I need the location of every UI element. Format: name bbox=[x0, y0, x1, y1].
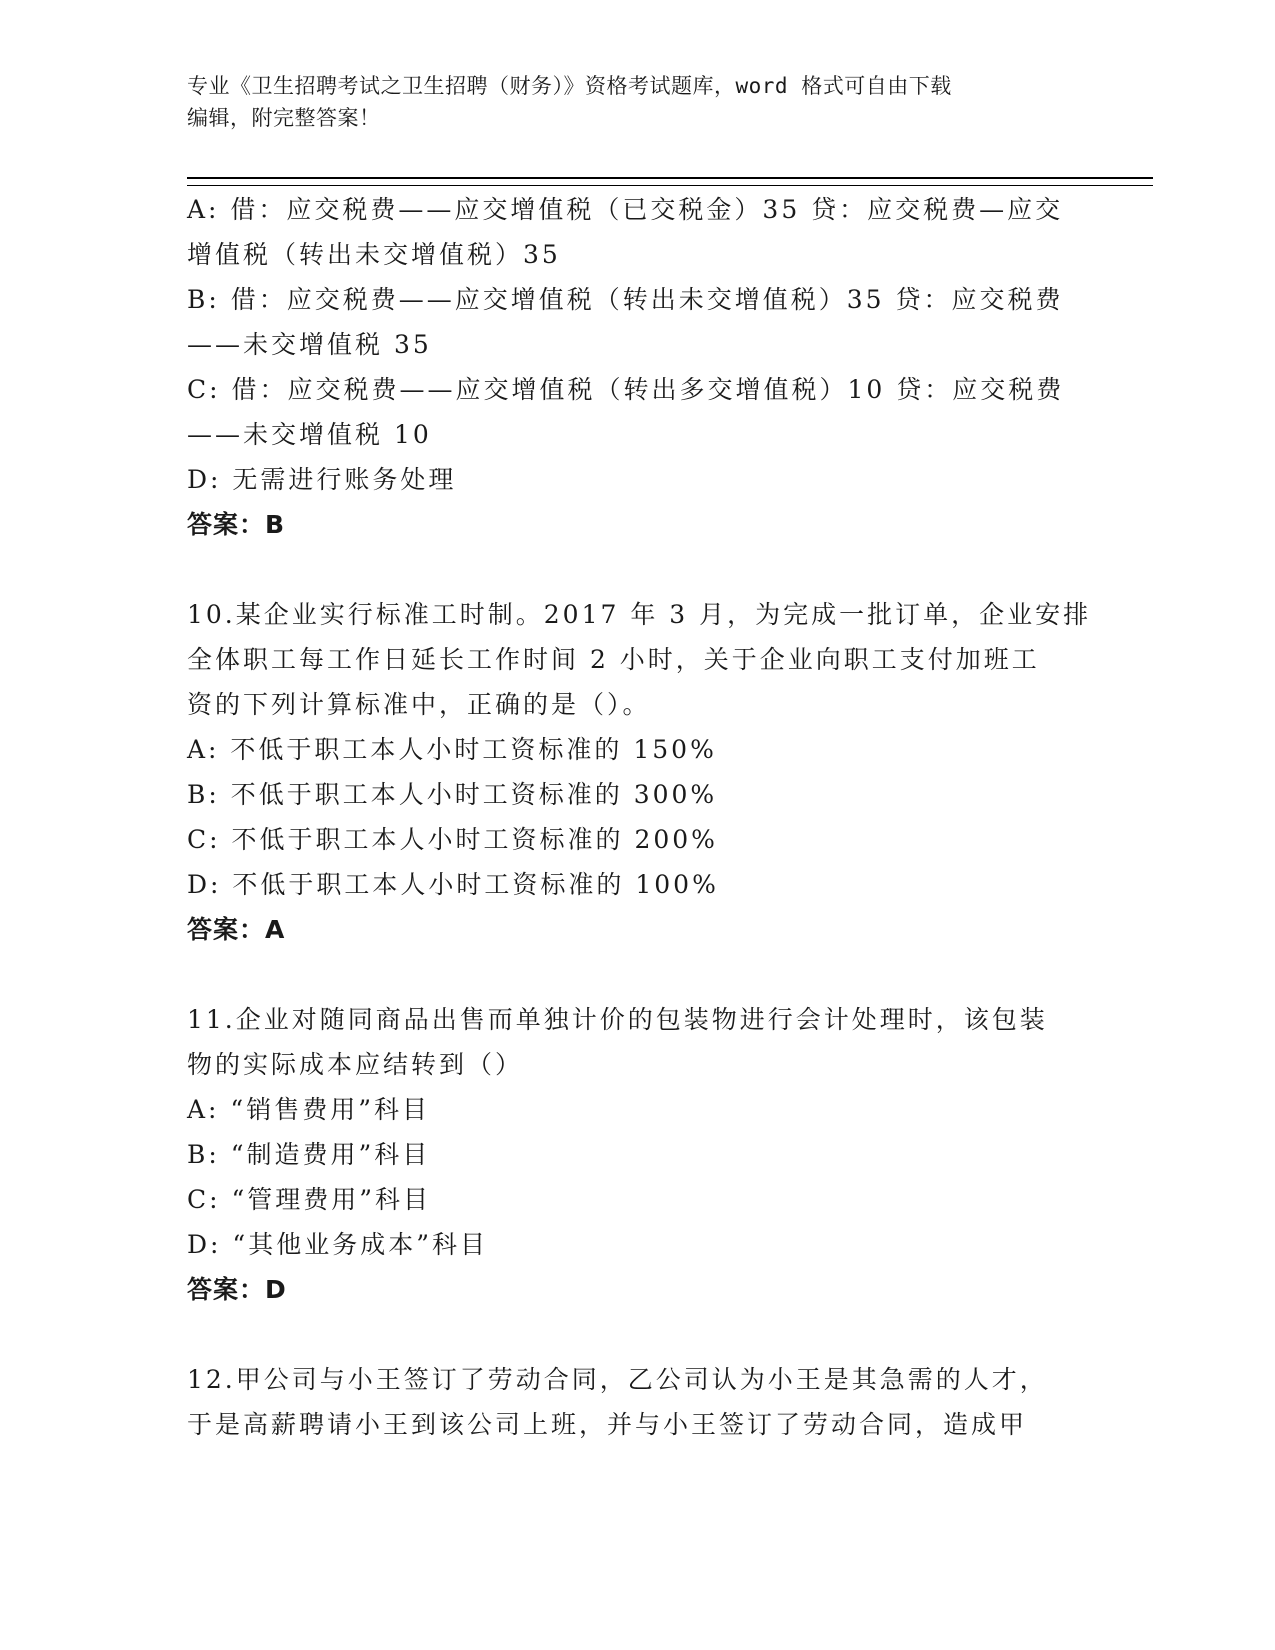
answer: 答案：A bbox=[187, 915, 286, 944]
option-b-line-2: ——未交增值税 35 bbox=[187, 330, 432, 359]
question-stem-line-1: 12.甲公司与小王签订了劳动合同，乙公司认为小王是其急需的人才， bbox=[187, 1365, 1048, 1394]
question-9 bbox=[187, 187, 1087, 547]
spacer bbox=[187, 547, 1087, 592]
header-divider bbox=[187, 177, 1153, 186]
answer: 答案：D bbox=[187, 1275, 287, 1304]
option-d: D: 不低于职工本人小时工资标准的 100% bbox=[187, 870, 719, 899]
option-b: B: 不低于职工本人小时工资标准的 300% bbox=[187, 780, 718, 809]
option-c-line-1: C: 借：应交税费——应交增值税（转出多交增值税）10 贷：应交税费 bbox=[187, 375, 1065, 404]
question-stem-line-2: 物的实际成本应结转到（） bbox=[187, 1050, 524, 1079]
option-b-line-1: B: 借：应交税费——应交增值税（转出未交增值税）35 贷：应交税费 bbox=[187, 285, 1064, 314]
question-stem-line-1: 10.某企业实行标准工时制。2017 年 3 月，为完成一批订单，企业安排 bbox=[187, 600, 1092, 629]
question-10 bbox=[187, 592, 1092, 952]
document-header bbox=[187, 70, 1067, 134]
option-c: C: 不低于职工本人小时工资标准的 200% bbox=[187, 825, 718, 854]
option-b: B: “制造费用”科目 bbox=[187, 1140, 431, 1169]
option-d: D: “其他业务成本”科目 bbox=[187, 1230, 488, 1259]
option-a: A: “销售费用”科目 bbox=[187, 1095, 430, 1124]
question-stem-line-2: 于是高薪聘请小王到该公司上班，并与小王签订了劳动合同，造成甲 bbox=[187, 1410, 1028, 1439]
option-c: C: “管理费用”科目 bbox=[187, 1185, 432, 1214]
answer: 答案：B bbox=[187, 510, 286, 539]
question-stem-line-1: 11.企业对随同商品出售而单独计价的包装物进行会计处理时，该包装 bbox=[187, 1005, 1048, 1034]
document-body bbox=[187, 187, 1092, 1447]
question-11 bbox=[187, 997, 1087, 1312]
option-a-line-1: A: 借：应交税费——应交增值税（已交税金）35 贷：应交税费—应交 bbox=[187, 195, 1064, 224]
question-stem-line-3: 资的下列计算标准中，正确的是（）。 bbox=[187, 690, 651, 719]
question-stem-line-2: 全体职工每工作日延长工作时间 2 小时，关于企业向职工支付加班工 bbox=[187, 645, 1040, 674]
header-line-1: 专业《卫生招聘考试之卫生招聘（财务）》资格考试题库，word 格式可自由下载 bbox=[187, 74, 952, 98]
option-a: A: 不低于职工本人小时工资标准的 150% bbox=[187, 735, 717, 764]
header-line-2: 编辑，附完整答案！ bbox=[187, 106, 381, 130]
spacer bbox=[187, 952, 1087, 997]
option-c-line-2: ——未交增值税 10 bbox=[187, 420, 432, 449]
question-12 bbox=[187, 1357, 1087, 1447]
option-a-line-2: 增值税（转出未交增值税）35 bbox=[187, 240, 561, 269]
option-d: D: 无需进行账务处理 bbox=[187, 465, 457, 494]
spacer bbox=[187, 1312, 1087, 1357]
